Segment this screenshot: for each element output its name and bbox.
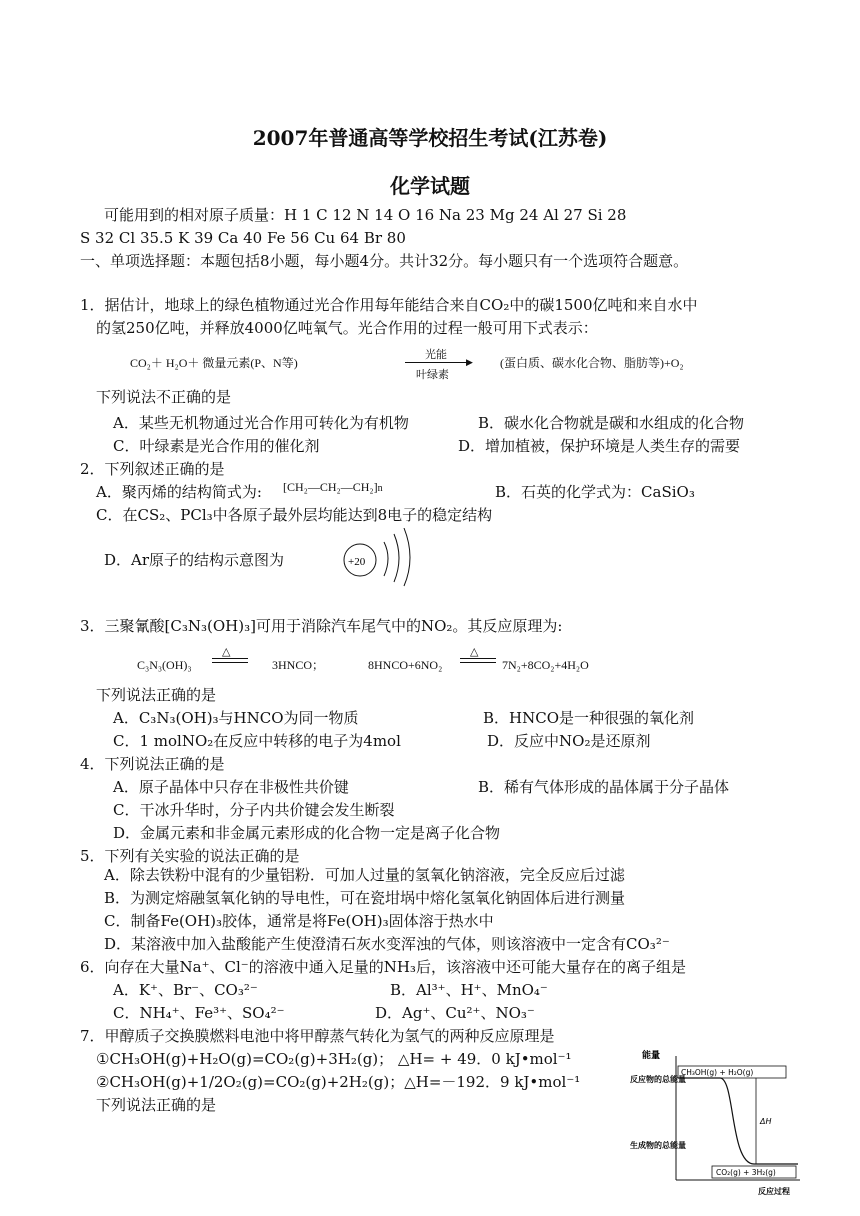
- q2-polymer-repeat: CH₂—CH₂—CH₂: [287, 480, 374, 494]
- q1-prompt: 下列说法不正确的是: [96, 388, 232, 406]
- section-heading: 一、单项选择题：本题包括8小题，每小题4分。共计32分。每小题只有一个选项符合题意。: [80, 252, 689, 270]
- atomic-masses-line1: 可能用到的相对原子质量：H 1 C 12 N 14 O 16 Na 23 Mg 24 Al 27 Si 28: [104, 206, 627, 224]
- atom-nucleus-label: +20: [348, 556, 366, 568]
- q3-eq2-left: 8HNCO+6NO₂: [368, 658, 443, 672]
- q5-option-a: A．除去铁粉中混有的少量铝粉．可加人过量的氢氧化钠溶液，完全反应后过滤: [104, 866, 625, 884]
- q6-option-d: D．Ag⁺、Cu²⁺、NO₃⁻: [375, 1004, 535, 1022]
- q1-arrow-bottom-label: 叶绿素: [416, 368, 449, 381]
- product-label: CO₂(g) + 3H₂(g): [716, 1168, 776, 1177]
- q2-option-b: B．石英的化学式为：CaSiO₃: [495, 483, 695, 501]
- q6-option-a: A．K⁺、Br⁻、CO₃²⁻: [113, 981, 258, 999]
- q2-polymer-formula: [CH₂—CH₂—CH₂]n: [283, 480, 383, 494]
- q5-option-c: C．制备Fe(OH)₃胶体，通常是将Fe(OH)₃固体溶于热水中: [104, 912, 494, 930]
- q1-option-a: A．某些无机物通过光合作用可转化为有机物: [113, 414, 409, 432]
- q2-option-a: A．聚丙烯的结构简式为:: [96, 483, 262, 501]
- chart-top-label: 反应物的总能量: [630, 1075, 686, 1084]
- q6-option-c: C．NH₄⁺、Fe³⁺、SO₄²⁻: [113, 1004, 285, 1022]
- q2-option-d: D．Ar原子的结构示意图为: [104, 551, 285, 569]
- q4-option-a: A．原子晶体中只存在非极性共价键: [113, 778, 349, 796]
- delta-h-label: ΔH: [760, 1117, 772, 1126]
- reactant-label: CH₃OH(g) + H₂O(g): [681, 1068, 754, 1077]
- q4-option-c: C．干冰升华时，分子内共价键会发生断裂: [113, 801, 395, 819]
- chart-bottom-label: 生成物的总能量: [630, 1141, 686, 1150]
- q1-stem-line2: 的氢250亿吨，并释放4000亿吨氧气。光合作用的过程一般可用下式表示：: [96, 319, 598, 337]
- q7-prompt: 下列说法正确的是: [96, 1096, 217, 1114]
- q2-option-c: C．在CS₂、PCl₃中各原子最外层均能达到8电子的稳定结构: [96, 506, 493, 524]
- q3-eq1-left: C₃N₃(OH)₃: [137, 658, 192, 672]
- q3-option-b: B．HNCO是一种很强的氧化剂: [483, 709, 695, 727]
- q4-option-b: B．稀有气体形成的晶体属于分子晶体: [478, 778, 730, 796]
- heat-icon: △: [470, 645, 479, 658]
- q7-stem: 7．甲醇质子交换膜燃料电池中将甲醇蒸气转化为氢气的两种反应原理是: [80, 1027, 555, 1045]
- q4-stem: 4．下列说法正确的是: [80, 755, 225, 773]
- q3-stem: 3．三聚氰酸[C₃N₃(OH)₃]可用于消除汽车尾气中的NO₂。其反应原理为:: [80, 617, 563, 635]
- q1-reaction-arrow: [405, 362, 469, 363]
- chart-xlabel: 反应过程: [758, 1187, 790, 1196]
- ar-atom-diagram: [340, 528, 420, 588]
- equals-sign-2: [460, 658, 496, 663]
- atomic-masses-line2: S 32 Cl 35.5 K 39 Ca 40 Fe 56 Cu 64 Br 80: [80, 229, 406, 247]
- q3-option-d: D．反应中NO₂是还原剂: [487, 732, 651, 750]
- paper-subtitle: 化学试题: [390, 174, 470, 198]
- energy-curve: [678, 1078, 798, 1164]
- q7-reaction-2: ②CH₃OH(g)+1/2O₂(g)=CO₂(g)+2H₂(g)；△H=－192．9 kJ•mol⁻¹: [96, 1073, 581, 1091]
- q1-option-c: C．叶绿素是光合作用的催化剂: [113, 437, 320, 455]
- q3-eq2-right: 7N₂+8CO₂+4H₂O: [502, 658, 589, 672]
- q1-option-b: B．碳水化合物就是碳和水组成的化合物: [478, 414, 745, 432]
- q1-option-d: D．增加植被，保护环境是人类生存的需要: [458, 437, 741, 455]
- q1-equation-left: CO₂＋ H₂O＋ 微量元素(P、N等): [130, 356, 298, 370]
- q3-option-c: C．1 molNO₂在反应中转移的电子为4mol: [113, 732, 401, 750]
- q3-prompt: 下列说法正确的是: [96, 686, 217, 704]
- paper-title: 2007年普通高等学校招生考试(江苏卷): [252, 126, 608, 150]
- arrow-head-icon: ▶: [466, 358, 473, 368]
- q2-stem: 2．下列叙述正确的是: [80, 460, 225, 478]
- q1-stem-line1: 1．据估计，地球上的绿色植物通过光合作用每年能结合来自CO₂中的碳1500亿吨和来自水中: [80, 296, 698, 314]
- chart-ylabel: 能量: [642, 1051, 661, 1061]
- q3-eq1-right: 3HNCO；: [272, 658, 325, 672]
- q6-option-b: B．Al³⁺、H⁺、MnO₄⁻: [390, 981, 548, 999]
- q5-option-b: B．为测定熔融氢氧化钠的导电性，可在瓷坩埚中熔化氢氧化钠固体后进行测量: [104, 889, 626, 907]
- q3-option-a: A．C₃N₃(OH)₃与HNCO为同一物质: [113, 709, 359, 727]
- q6-stem: 6．向存在大量Na⁺、Cl⁻的溶液中通入足量的NH₃后，该溶液中还可能大量存在的离子组是: [80, 958, 686, 976]
- q2-polymer-n: n: [377, 483, 383, 494]
- heat-icon: △: [222, 645, 231, 658]
- q5-option-d: D．某溶液中加入盐酸能产生使澄清石灰水变浑浊的气体，则该溶液中一定含有CO₃²⁻: [104, 935, 670, 953]
- equals-sign-1: [212, 658, 248, 663]
- q1-equation-right: (蛋白质、碳水化合物、脂肪等)+O₂: [500, 356, 684, 370]
- q7-reaction-1: ①CH₃OH(g)+H₂O(g)=CO₂(g)+3H₂(g)； △H= + 49．0 kJ•mol⁻¹: [96, 1050, 572, 1068]
- q1-arrow-top-label: 光能: [425, 348, 447, 361]
- q4-option-d: D．金属元素和非金属元素形成的化合物一定是离子化合物: [113, 824, 501, 842]
- energy-diagram: [630, 1048, 810, 1198]
- q5-stem: 5．下列有关实验的说法正确的是: [80, 847, 300, 865]
